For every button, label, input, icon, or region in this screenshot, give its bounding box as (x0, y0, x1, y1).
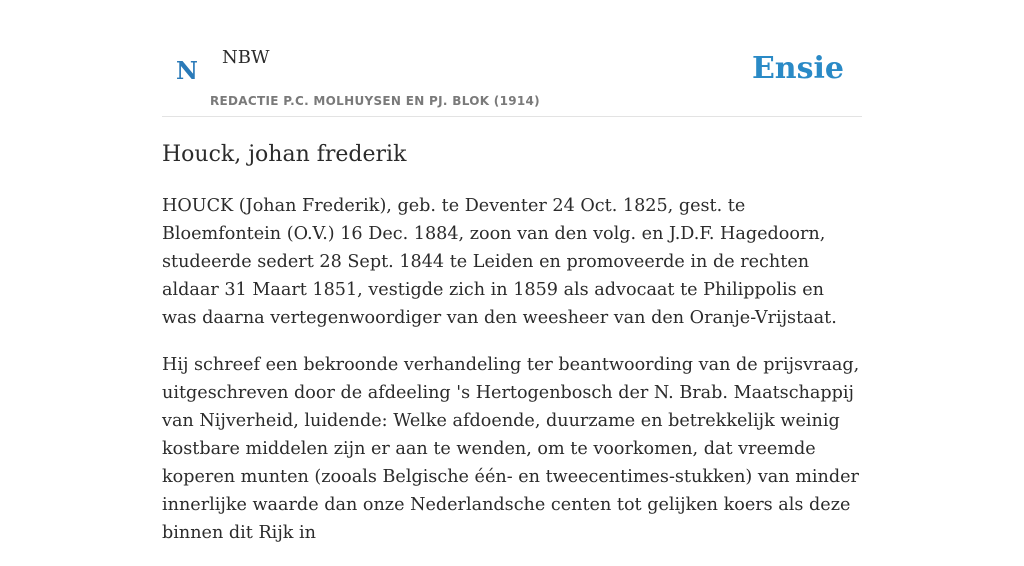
source-subtitle: REDACTIE P.C. MOLHUYSEN EN PJ. BLOK (1914) (210, 94, 540, 108)
page-header (162, 0, 862, 117)
article-paragraph: HOUCK (Johan Frederik), geb. te Deventer 24 Oct. 1825, gest. te Bloemfontein (O.V.) 16 Dec. 1884, zoon van den volg. en J.D.F. Hagedoorn, studeerde sedert 28 Sept. 1844 te Leiden en promoveerde in de rechten aldaar 31 Maart 1851, vestigde zich in 1859 als advocaat te Philippolis en was daarna vertegenwoordiger van den weesheer van den Oranje-Vrijstaat. (162, 196, 837, 328)
article-paragraph: Hij schreef een bekroonde verhandeling ter beantwoording van de prijsvraag, uitgeschreven door de afdeeling 's Hertogenbosch der N. Brab. Maatschappij van Nijverheid, luidende: Welke afdoende, duurzame en betrekkelijk weinig kostbare middelen zijn er aan te wenden, om te voorkomen, dat vreemde koperen munten (zooals Belgische één- en tweecentimes-stukken) van minder innerlijke waarde dan onze Nederlandsche centen tot gelijken koers als deze binnen dit Rijk in (162, 355, 860, 543)
article-title: Houck, johan frederik (162, 142, 407, 167)
article-body (162, 192, 862, 566)
brand-logo[interactable]: Ensie (751, 51, 844, 86)
source-name[interactable]: NBW (222, 47, 270, 68)
source-logo[interactable]: N (176, 56, 198, 85)
